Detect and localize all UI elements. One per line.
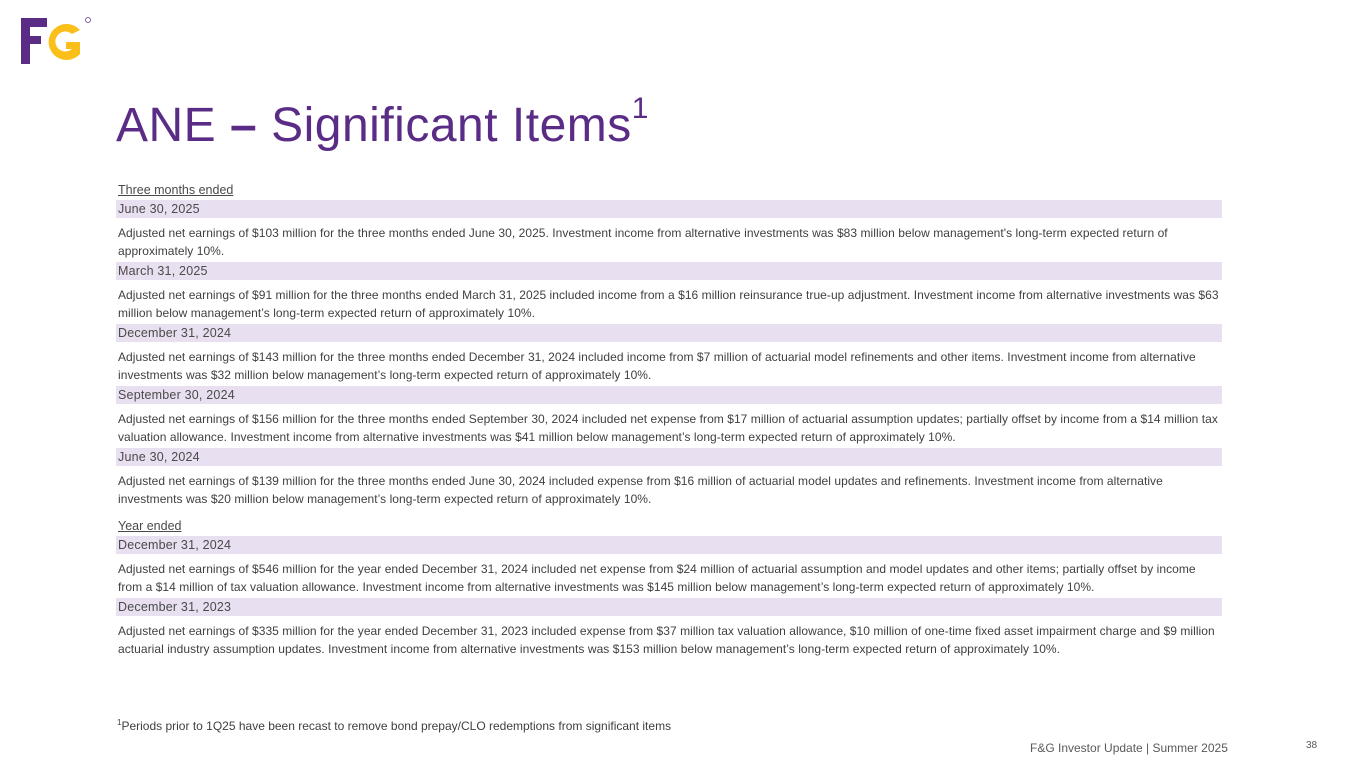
svg-text:&: & bbox=[40, 36, 50, 51]
period-header: June 30, 2025 bbox=[116, 200, 1222, 218]
period-header: December 31, 2024 bbox=[116, 324, 1222, 342]
title-main: ANE bbox=[116, 99, 217, 152]
section-label-three-months: Three months ended bbox=[118, 183, 234, 197]
page-number: 38 bbox=[1306, 740, 1318, 751]
period-description: Adjusted net earnings of $546 million for the year ended December 31, 2024 included net expense from $24 million of actuarial assumption and model updates and other items; partially offset by income from a $14 million of tax valuation allowance. Investment income from alternative investments was $145 million below management’s long-term expected return of approximately 10%. bbox=[118, 562, 1196, 594]
period-description: Adjusted net earnings of $143 million for the three months ended December 31, 2024 included income from $7 million of actuarial model refinements and other items. Investment income from alternative investments was $32 million below management’s long-term expected return of approximately 10%. bbox=[118, 350, 1196, 382]
footnote-marker: 1 bbox=[117, 718, 122, 727]
footnote-text: Periods prior to 1Q25 have been recast to remove bond prepay/CLO redemptions from significant items bbox=[121, 719, 672, 733]
period-description: Adjusted net earnings of $156 million for the three months ended September 30, 2024 included net expense from $17 million of actuarial assumption updates; partially offset by income from a $14 million tax valuation allowance. Investment income from alternative investments was $41 million below management’s long-term expected return of approximately 10%. bbox=[118, 412, 1218, 444]
period-header: December 31, 2023 bbox=[116, 598, 1222, 616]
period-description: Adjusted net earnings of $91 million for the three months ended March 31, 2025 included income from a $16 million reinsurance true-up adjustment. Investment income from alternative investments was $63 million below management’s long-term expected return of approximately 10%. bbox=[118, 288, 1219, 320]
footer-label: F&G Investor Update | Summer 2025 bbox=[1030, 741, 1228, 755]
title-dash: – bbox=[230, 99, 258, 152]
period-description: Adjusted net earnings of $103 million for the three months ended June 30, 2025. Investment income from alternative investments was $83 million below management's long-term expected return of approximately 10%. bbox=[118, 226, 1168, 258]
period-header: September 30, 2024 bbox=[116, 386, 1222, 404]
significant-items-table bbox=[116, 180, 1222, 660]
footnote bbox=[117, 719, 671, 733]
title-superscript: 1 bbox=[631, 92, 649, 125]
period-description: Adjusted net earnings of $139 million for the three months ended June 30, 2024 included expense from $16 million of actuarial model updates and refinements. Investment income from alternative investments was $20 million below management’s long-term expected return of approximately 10%. bbox=[118, 474, 1163, 506]
period-description: Adjusted net earnings of $335 million for the year ended December 31, 2023 included expense from $37 million tax valuation allowance, $10 million of one-time fixed asset impairment charge and $9 million actuarial industry assumption updates. Investment income from alternative investments was $153 million below management’s long-term expected return of approximately 10%. bbox=[118, 624, 1215, 656]
period-header: March 31, 2025 bbox=[116, 262, 1222, 280]
period-header: December 31, 2024 bbox=[116, 536, 1222, 554]
fg-logo bbox=[20, 16, 92, 68]
period-header: June 30, 2024 bbox=[116, 448, 1222, 466]
page-title bbox=[116, 92, 649, 154]
section-label-year-ended: Year ended bbox=[118, 519, 182, 533]
title-rest: Significant Items bbox=[271, 99, 632, 152]
